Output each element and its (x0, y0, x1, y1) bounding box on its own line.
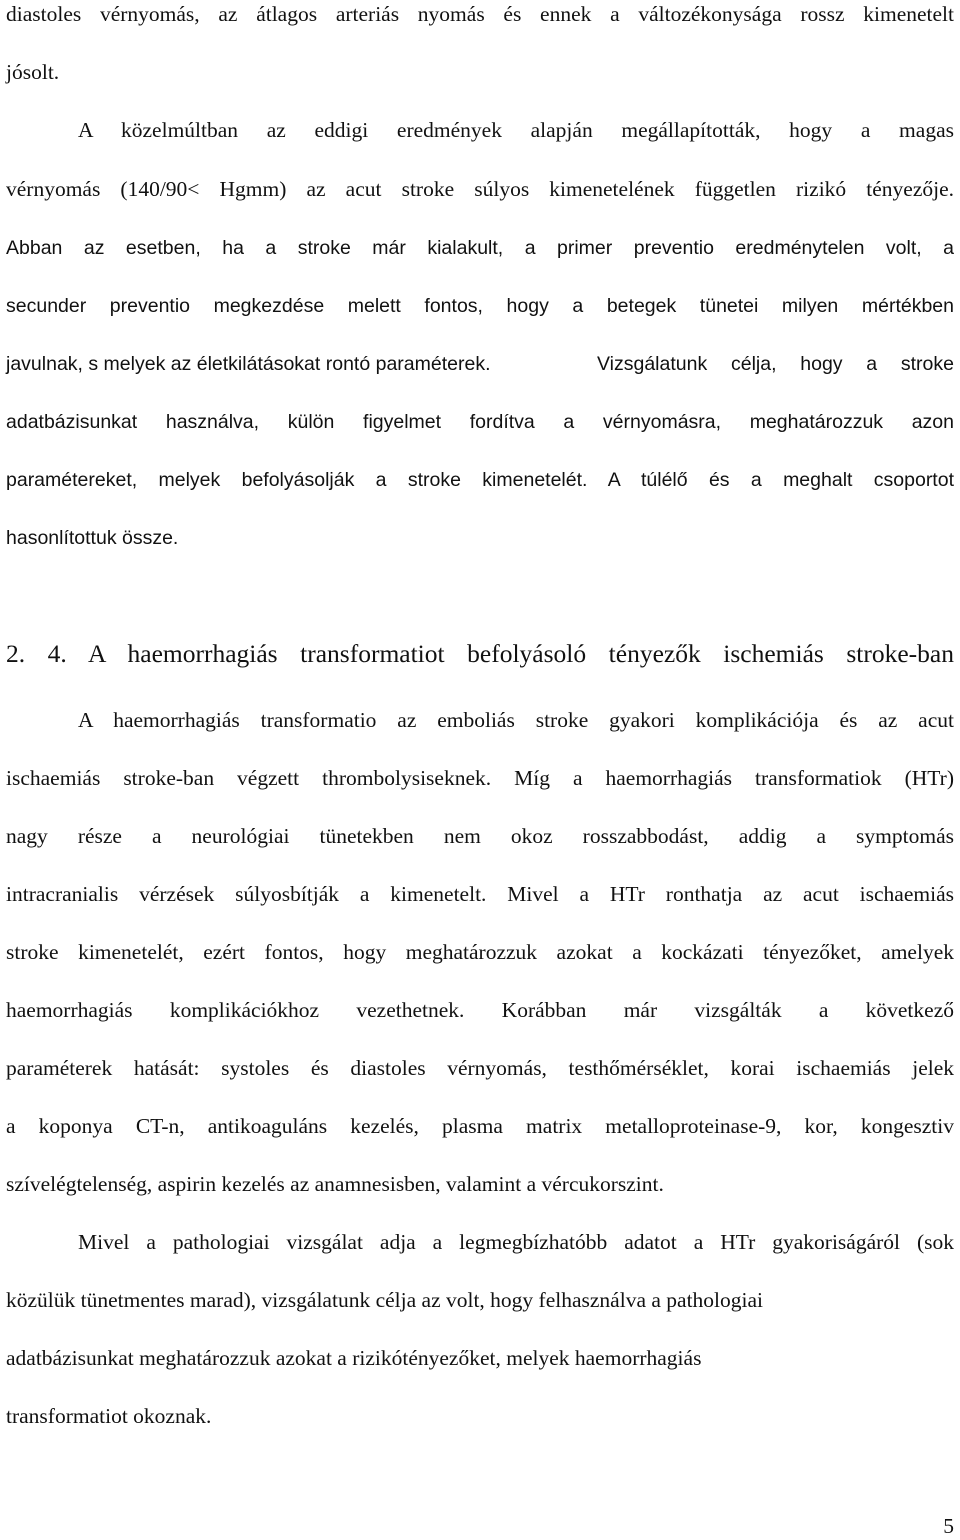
text-line: adatbázisunkat meghatározzuk azokat a rizikótényezőket, melyek haemorrhagiás (6, 1346, 702, 1370)
text-line: paraméterek hatását: systoles és diastoles vérnyomás, testhőmérséklet, korai ischaemiás jelek (6, 1056, 954, 1080)
text-line: A haemorrhagiás transformatio az emboliás stroke gyakori komplikációja és az acut (78, 708, 954, 732)
text-line: A közelmúltban az eddigi eredmények alapján megállapították, hogy a magas (78, 118, 954, 142)
text-line: jósolt. (6, 60, 60, 84)
text-line: haemorrhagiás komplikációkhoz vezethetnek. Korábban már vizsgálták a következő (6, 998, 954, 1022)
text-line: a koponya CT-n, antikoaguláns kezelés, plasma matrix metalloproteinase-9, kor, kongesztiv (6, 1114, 954, 1138)
text-line: ischaemiás stroke-ban végzett thrombolysiseknek. Míg a haemorrhagiás transformatiok (HTr) (6, 766, 954, 790)
section-heading: 2. 4. A haemorrhagiás transformatiot befolyásoló tényezők ischemiás stroke-ban (6, 639, 954, 668)
text-line: transformatiot okoznak. (6, 1404, 212, 1428)
text-line: stroke kimenetelét, ezért fontos, hogy meghatározzuk azokat a kockázati tényezőket, amelyek (6, 940, 954, 964)
text-line: szívelégtelenség, aspirin kezelés az anamnesisben, valamint a vércukorszint. (6, 1172, 664, 1196)
text-line: vérnyomás (140/90< Hgmm) az acut stroke súlyos kimenetelének független rizikó tényezője. (6, 177, 954, 201)
text-line: intracranialis vérzések súlyosbítják a kimenetelt. Mivel a HTr ronthatja az acut ischaemiás (6, 882, 954, 906)
text-line: nagy része a neurológiai tünetekben nem okoz rosszabbodást, addig a symptomás (6, 824, 954, 848)
text-line: adatbázisunkat használva, külön figyelmet fordítva a vérnyomásra, meghatározzuk azon (6, 411, 954, 433)
text-line: javulnak, s melyek az életkilátásokat rontó paraméterek. (6, 353, 491, 375)
text-line: közülük tünetmentes marad), vizsgálatunk célja az volt, hogy felhasználva a pathologiai (6, 1288, 764, 1312)
text-line: Vizsgálatunk célja, hogy a stroke (597, 353, 954, 375)
text-line: Mivel a pathologiai vizsgálat adja a legmegbízhatóbb adatot a HTr gyakoriságáról (sok (78, 1230, 954, 1254)
text-line: Abban az esetben, ha a stroke már kialakult, a primer preventio eredménytelen volt, a (6, 237, 954, 259)
text-line: secunder preventio megkezdése melett fontos, hogy a betegek tünetei milyen mértékben (6, 295, 954, 317)
text-line: paramétereket, melyek befolyásolják a stroke kimenetelét. A túlélő és a meghalt csoportot (6, 469, 954, 491)
text-line: diastoles vérnyomás, az átlagos arteriás nyomás és ennek a változékonysága rossz kimenetelt (6, 2, 954, 26)
page-number: 5 (943, 1514, 954, 1538)
text-line: hasonlítottuk össze. (6, 527, 179, 549)
